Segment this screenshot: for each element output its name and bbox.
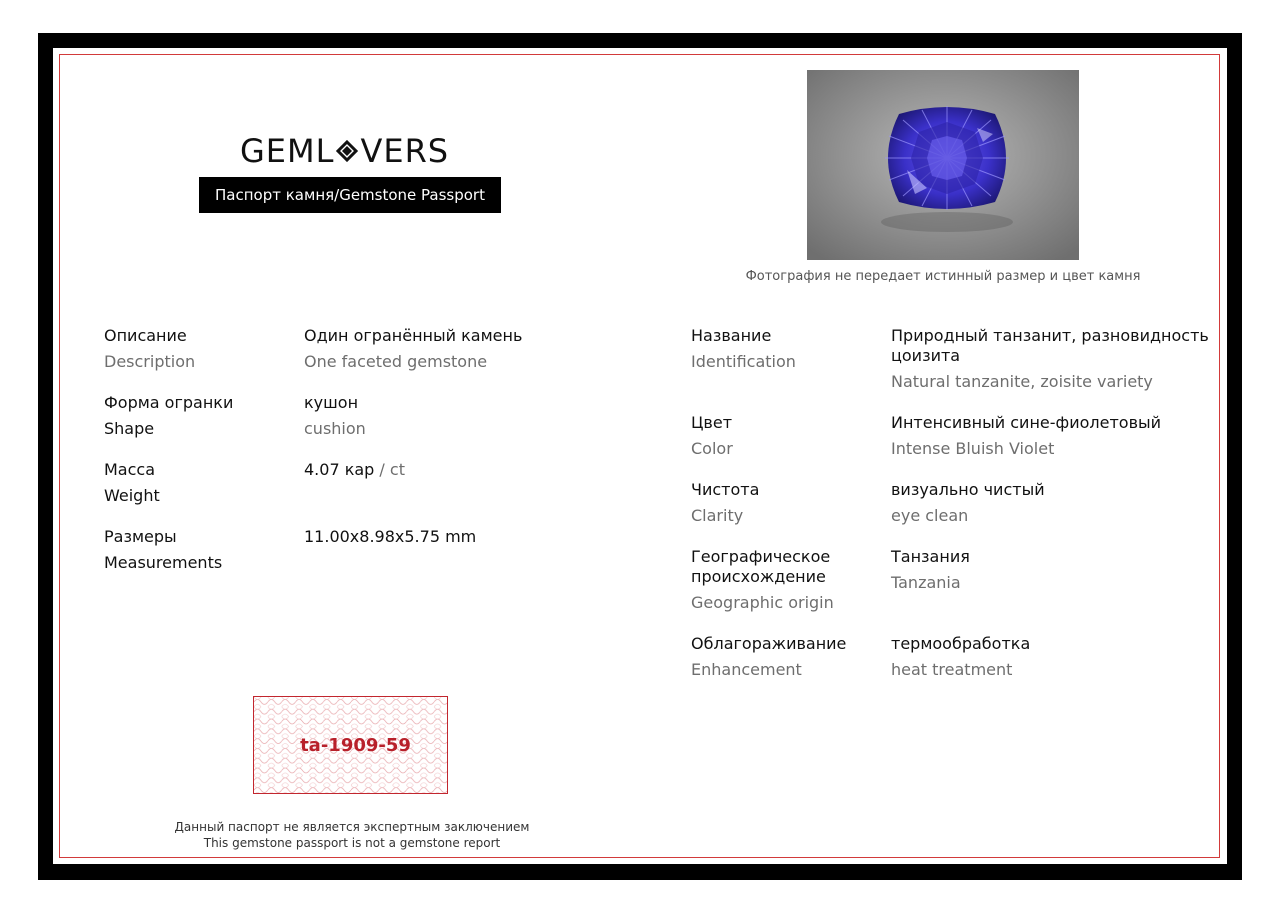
origin-value-en: Tanzania [891, 573, 961, 592]
passport-code: ta-1909-59 [300, 734, 411, 756]
measurements-label-ru: Размеры [104, 527, 177, 546]
origin-value-ru: Танзания [891, 547, 970, 566]
measurements-label-en: Measurements [104, 553, 223, 572]
color-value-ru: Интенсивный сине-фиолетовый [891, 413, 1162, 432]
photo-disclaimer: Фотография не передает истинный размер и цвет камня [745, 269, 1141, 284]
enhancement-value-en: heat treatment [891, 660, 1013, 679]
shape-label-ru: Форма огранки [104, 393, 234, 412]
logo-text-right: VERS [360, 132, 450, 170]
shape-label-en: Shape [104, 419, 155, 438]
enhancement-label-en: Enhancement [691, 660, 802, 679]
description-value-en: One faceted gemstone [304, 352, 488, 371]
identification-value-en: Natural tanzanite, zoisite variety [891, 372, 1153, 391]
disclaimer-en: This gemstone passport is not a gemstone report [203, 836, 501, 850]
description-label-ru: Описание [104, 326, 187, 345]
shape-value-en: cushion [304, 419, 366, 438]
identification-label-ru: Название [691, 326, 772, 345]
clarity-label-en: Clarity [691, 506, 744, 525]
brand-logo [240, 131, 462, 171]
passport-code-stamp [253, 696, 448, 794]
origin-label-en: Geographic origin [691, 593, 834, 612]
enhancement-label-ru: Облагораживание [691, 634, 847, 653]
disclaimer-ru: Данный паспорт не является экспертным заключением [174, 820, 530, 834]
passport-title-badge: Паспорт камня/Gemstone Passport [199, 177, 501, 213]
color-value-en: Intense Bluish Violet [891, 439, 1055, 458]
gemstone-photo [807, 70, 1079, 260]
diamond-logo-icon [336, 140, 358, 162]
description-label-en: Description [104, 352, 196, 371]
weight-value [304, 460, 405, 479]
logo-text-left: GEML [240, 132, 335, 170]
origin-label-ru: Географическое происхождение [691, 547, 831, 586]
weight-label-ru: Масса [104, 460, 156, 479]
enhancement-value-ru: термообработка [891, 634, 1031, 653]
weight-value-ru: 4.07 кар [304, 460, 375, 479]
identification-value-ru: Природный танзанит, разновидность цоизита [891, 326, 1209, 365]
weight-label-en: Weight [104, 486, 160, 505]
description-value-ru: Один огранённый камень [304, 326, 523, 345]
shape-value-ru: кушон [304, 393, 359, 412]
identification-label-en: Identification [691, 352, 796, 371]
measurements-value: 11.00x8.98x5.75 mm [304, 527, 477, 546]
tanzanite-image [807, 70, 1079, 260]
clarity-value-ru: визуально чистый [891, 480, 1045, 499]
color-label-ru: Цвет [691, 413, 733, 432]
clarity-value-en: eye clean [891, 506, 969, 525]
weight-value-en: / ct [374, 460, 405, 479]
clarity-label-ru: Чистота [691, 480, 760, 499]
color-label-en: Color [691, 439, 733, 458]
